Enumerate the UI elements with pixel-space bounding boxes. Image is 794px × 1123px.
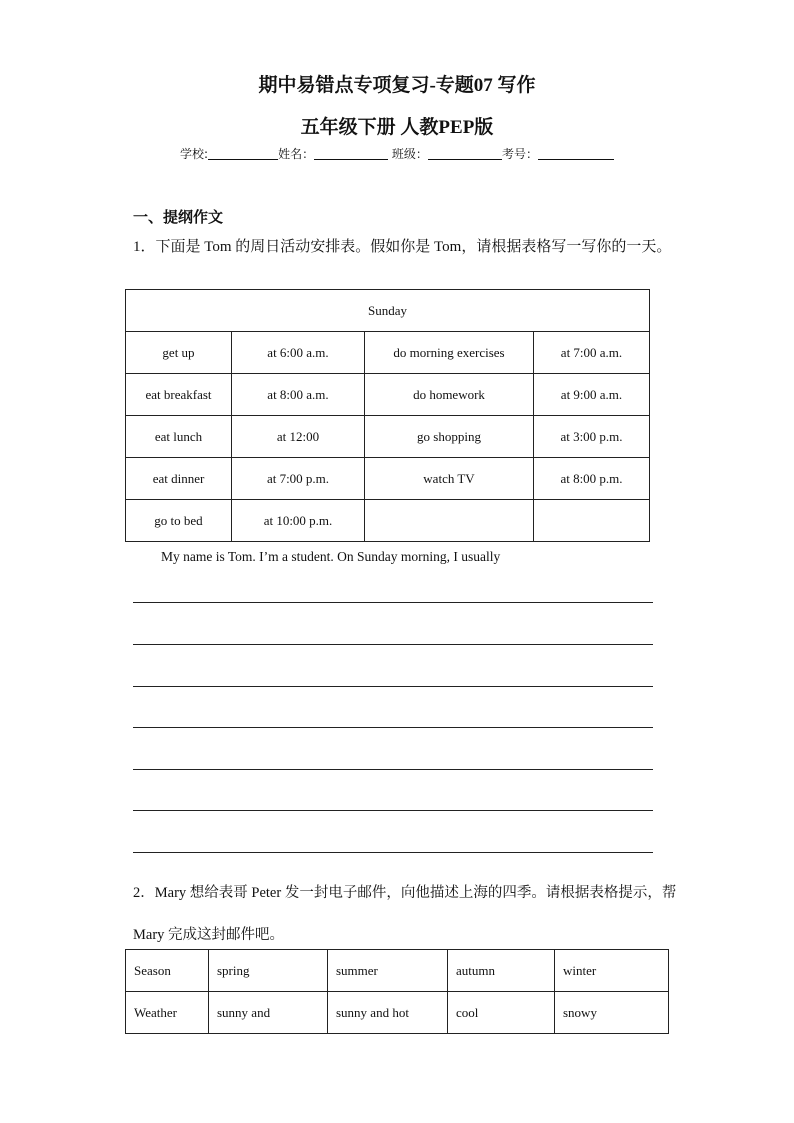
schedule-header-cell: Sunday <box>126 290 650 332</box>
table-cell: at 12:00 <box>232 416 365 458</box>
school-label: 学校: <box>180 147 209 161</box>
table-cell: eat dinner <box>126 458 232 500</box>
number-label: 考号： <box>501 147 538 161</box>
writing-line[interactable] <box>133 852 653 853</box>
table-cell: go shopping <box>365 416 534 458</box>
table-cell: watch TV <box>365 458 534 500</box>
table-row <box>126 992 669 1034</box>
class-blank[interactable] <box>428 147 502 160</box>
question-2-text: 2．Mary 想给表哥 Peter 发一封电子邮件，向他描述上海的四季。请根据表格提示，帮 Mary 完成这封邮件吧。 <box>133 885 677 943</box>
school-blank[interactable] <box>208 147 278 160</box>
writing-line[interactable] <box>133 727 653 728</box>
table-cell: summer <box>328 950 448 992</box>
table-cell <box>534 500 650 542</box>
student-info-row <box>0 145 794 162</box>
table-row <box>126 950 669 992</box>
writing-line[interactable] <box>133 810 653 811</box>
name-label: 姓名： <box>278 147 315 161</box>
writing-line[interactable] <box>133 769 653 770</box>
table-cell: cool <box>448 992 555 1034</box>
schedule-table <box>125 289 650 542</box>
table-cell <box>365 500 534 542</box>
worksheet-subtitle: 五年级下册 人教PEP版 <box>300 117 494 138</box>
table-cell: snowy <box>555 992 669 1034</box>
table-cell: spring <box>209 950 328 992</box>
table-cell: winter <box>555 950 669 992</box>
table-row <box>126 500 650 542</box>
table-cell: at 7:00 a.m. <box>534 332 650 374</box>
table-cell: at 3:00 p.m. <box>534 416 650 458</box>
class-label: 班级： <box>391 147 428 161</box>
essay-starter-text: My name is Tom. I’m a student. On Sunday morning, I usually <box>161 549 501 564</box>
table-cell: at 9:00 a.m. <box>534 374 650 416</box>
table-row <box>126 374 650 416</box>
writing-line[interactable] <box>133 602 653 603</box>
table-cell: do morning exercises <box>365 332 534 374</box>
table-cell: autumn <box>448 950 555 992</box>
table-cell: at 8:00 a.m. <box>232 374 365 416</box>
table-cell: at 7:00 p.m. <box>232 458 365 500</box>
table-cell: sunny and hot <box>328 992 448 1034</box>
table-row <box>126 332 650 374</box>
section-heading: 一、提纲作文 <box>133 208 224 226</box>
writing-line[interactable] <box>133 644 653 645</box>
table-cell: go to bed <box>126 500 232 542</box>
table-row <box>126 416 650 458</box>
worksheet-title: 期中易错点专项复习-专题07 写作 <box>258 75 536 96</box>
table-cell: Weather <box>126 992 209 1034</box>
table-cell: sunny and <box>209 992 328 1034</box>
table-cell: do homework <box>365 374 534 416</box>
table-cell: at 8:00 p.m. <box>534 458 650 500</box>
seasons-table <box>125 949 669 1034</box>
table-cell: Season <box>126 950 209 992</box>
table-cell: at 10:00 p.m. <box>232 500 365 542</box>
table-cell: eat breakfast <box>126 374 232 416</box>
table-cell: eat lunch <box>126 416 232 458</box>
table-cell: get up <box>126 332 232 374</box>
question-1-text: 1．下面是 Tom 的周日活动安排表。假如你是 Tom，请根据表格写一写你的一天。 <box>133 239 672 255</box>
table-cell: at 6:00 a.m. <box>232 332 365 374</box>
table-row <box>126 458 650 500</box>
writing-line[interactable] <box>133 686 653 687</box>
number-blank[interactable] <box>538 147 614 160</box>
name-blank[interactable] <box>314 147 388 160</box>
